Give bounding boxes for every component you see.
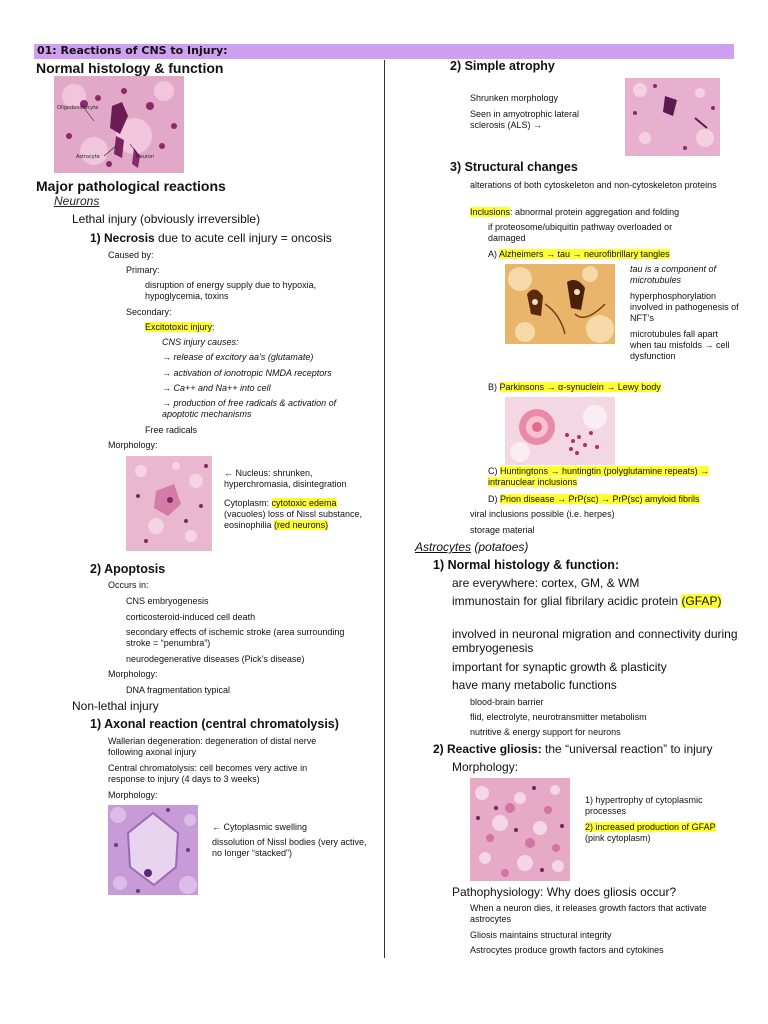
cause-1: → release of excitory aa’s (glutamate)	[162, 352, 314, 362]
occurs-2: corticosteroid-induced cell death	[126, 612, 256, 622]
secondary-label: Secondary:	[126, 307, 172, 317]
column-divider	[384, 60, 385, 958]
lewy-body-image	[505, 397, 615, 465]
prion-line: D) Prion disease → PrP(sc) → PrP(sc) amyloid fibrils	[488, 494, 700, 504]
occurs-in: Occurs in:	[108, 580, 149, 590]
major-reactions-title: Major pathological reactions	[36, 178, 226, 194]
astro-metabolic: have many metabolic functions	[452, 678, 617, 692]
free-radicals: Free radicals	[145, 425, 198, 435]
proteosome-text: if proteosome/ubiquitin pathway overloaded or damaged	[488, 222, 673, 243]
header-title: 01: Reactions of CNS to Injury:	[37, 44, 228, 57]
viral-inclusions: viral inclusions possible (i.e. herpes)	[470, 509, 615, 519]
simple-atrophy-heading: 2) Simple atrophy	[450, 59, 555, 73]
cns-injury-causes: CNS injury causes:	[162, 337, 239, 347]
tau-hyperphosphorylation: hyperphosphorylation involved in pathogenesis of NFT’s	[630, 291, 739, 323]
tau-microtubules: tau is a component of microtubules	[630, 264, 717, 285]
necrosis-heading: 1) Necrosis due to acute cell injury = oncosis	[90, 231, 332, 245]
normal-histology-title: Normal histology & function	[36, 60, 224, 76]
cause-3: → Ca++ and Na++ into cell	[162, 383, 271, 393]
shrunken-morphology: Shrunken morphology	[470, 93, 559, 103]
astrocytes-title: Astrocytes (potatoes)	[415, 540, 529, 554]
astro-synaptic: important for synaptic growth & plasticity	[452, 660, 667, 674]
morphology-necrosis: Morphology:	[108, 440, 158, 450]
astro-nutritive: nutritive & energy support for neurons	[470, 727, 621, 737]
atrophy-image	[625, 78, 720, 156]
neurons-title: Neurons	[54, 194, 100, 208]
lethal-injury: Lethal injury (obviously irreversible)	[72, 212, 261, 226]
reactive-gliosis-image	[470, 778, 570, 881]
cytoplasm-description: Cytoplasm: cytotoxic edema (vacuoles) loss of Nissl substance, eosinophilia (red neurons)	[224, 498, 363, 530]
dna-fragmentation: DNA fragmentation typical	[126, 685, 231, 695]
structural-changes-heading: 3) Structural changes	[450, 160, 578, 174]
central-chromatolysis-text: Central chromatolysis: cell becomes very active in response to injury (4 days to 3 weeks)	[108, 763, 308, 784]
nissl-dissolution: dissolution of Nissl bodies (very active, no longer “stacked”)	[212, 837, 367, 858]
cytoplasmic-swelling: ← Cytoplasmic swelling	[212, 822, 308, 832]
tau-microtubules-fall: microtubules fall apart when tau misfolds → cell dysfunction	[630, 329, 730, 361]
patho-1: When a neuron dies, it releases growth factors that activate astrocytes	[470, 903, 707, 924]
astro-bbb: blood-brain barrier	[470, 697, 544, 707]
gliosis-hypertrophy: 1) hypertrophy of cytoplasmic processes	[585, 795, 703, 816]
primary-text: disruption of energy supply due to hypoxia, hypoglycemia, toxins	[145, 280, 317, 301]
gliosis-gfap-increase: 2) increased production of GFAP	[585, 822, 716, 832]
excitotoxic-injury: Excitotoxic injury:	[145, 322, 215, 332]
alterations-text: alterations of both cytoskeleton and non-cytoskeleton proteins	[470, 180, 717, 190]
morphology-apoptosis: Morphology:	[108, 669, 158, 679]
storage-material: storage material	[470, 525, 535, 535]
apoptosis-heading: 2) Apoptosis	[90, 562, 166, 576]
label-oligodendrocyte: Oligodendrocyte	[57, 105, 99, 111]
reactive-gliosis-heading: 2) Reactive gliosis: the “universal reaction” to injury	[433, 742, 713, 756]
astro-everywhere: are everywhere: cortex, GM, & WM	[452, 576, 640, 590]
pathophysiology-question: Pathophysiology: Why does gliosis occur?	[452, 885, 677, 899]
cause-2: → activation of ionotropic NMDA receptors	[162, 368, 332, 378]
patho-3: Astrocytes produce growth factors and cytokines	[470, 945, 664, 955]
axonal-reaction-image	[108, 805, 198, 895]
parkinsons-line: B) Parkinsons → α-synuclein → Lewy body	[488, 382, 661, 392]
nonlethal-injury: Non-lethal injury	[72, 699, 159, 713]
morphology-axonal: Morphology:	[108, 790, 158, 800]
gliosis-morphology: Morphology:	[452, 760, 519, 774]
caused-by: Caused by:	[108, 250, 154, 260]
wallerian-text: Wallerian degeneration: degeneration of distal nerve following axonal injury	[108, 736, 317, 757]
huntingtons-line: C) Huntingtons → huntingtin (polyglutamine repeats) → intranuclear inclusions	[488, 466, 710, 487]
header-banner	[34, 44, 734, 59]
astro-migration: involved in neuronal migration and connectivity during embryogenesis	[452, 627, 738, 655]
primary-label: Primary:	[126, 265, 160, 275]
axonal-reaction-heading: 1) Axonal reaction (central chromatolysis)	[90, 717, 339, 731]
cause-4: → production of free radicals & activation of apoptotic mechanisms	[162, 398, 337, 419]
als-text: Seen in amyotrophic lateral sclerosis (ALS) →	[470, 109, 580, 130]
inclusions-text: Inclusions: abnormal protein aggregation and folding	[470, 207, 680, 217]
necrosis-neuron-image	[126, 456, 212, 551]
patho-2: Gliosis maintains structural integrity	[470, 930, 612, 940]
occurs-4: neurodegenerative diseases (Pick’s disease)	[126, 654, 305, 664]
gliosis-pink: (pink cytoplasm)	[585, 833, 651, 843]
histology-normal-image	[54, 76, 184, 173]
astro-fluid: flid, electrolyte, neurotransmitter metabolism	[470, 712, 647, 722]
occurs-1: CNS embryogenesis	[126, 596, 209, 606]
nucleus-description: ← Nucleus: shrunken, hyperchromasia, disintegration	[224, 468, 347, 489]
neurofibrillary-tangles-image	[505, 264, 615, 344]
alzheimers-line: A) Alzheimers → tau → neurofibrillary tangles	[488, 249, 670, 259]
label-astrocyte: Astrocyte	[76, 154, 100, 160]
astro-immunostain: immunostain for glial fibrilary acidic protein (GFAP)	[452, 594, 722, 608]
label-neuron: Neuron	[136, 154, 155, 160]
occurs-3: secondary effects of ischemic stroke (area surrounding stroke = “penumbra”)	[126, 627, 345, 648]
astro-normal-heading: 1) Normal histology & function:	[433, 558, 620, 572]
